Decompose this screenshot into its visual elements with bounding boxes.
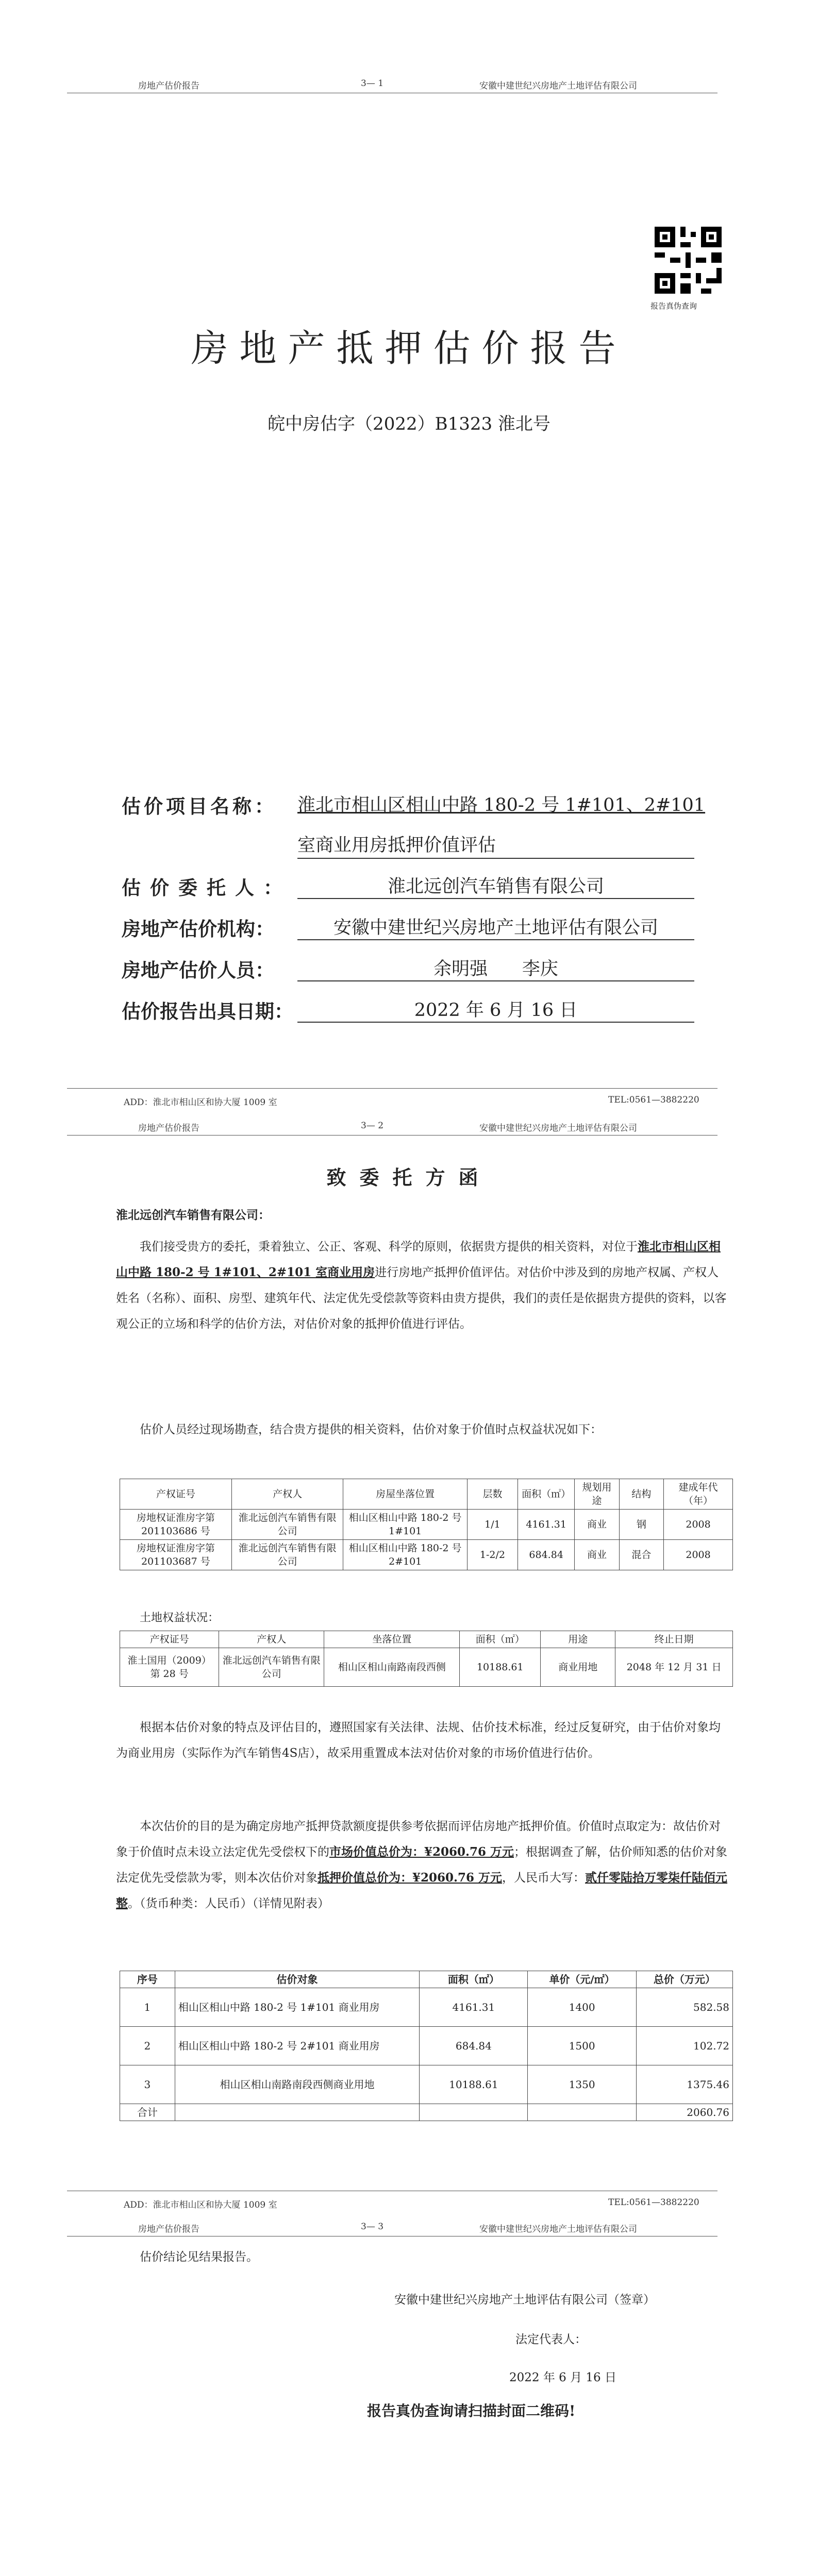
table-header-cell: 终止日期 <box>615 1631 733 1648</box>
table-cell: 3 <box>120 2065 175 2104</box>
table-cell: 2 <box>120 2027 175 2065</box>
qr-code <box>655 227 722 294</box>
table-cell: 相山区相山南路南段西侧商业用地 <box>175 2065 419 2104</box>
table-cell: 相山区相山中路 180-2 号 1#101 <box>343 1510 467 1540</box>
letter-salutation: 淮北远创汽车销售有限公司： <box>116 1208 270 1222</box>
land-table <box>120 1631 733 1687</box>
header-left: 房地产估价报告 <box>138 81 199 91</box>
footer-address: ADD：淮北市相山区和协大厦 1009 室 <box>124 1097 277 1108</box>
table-cell: 1375.46 <box>636 2065 732 2104</box>
table-cell: 1500 <box>528 2027 636 2065</box>
project-name-line2: 室商业用房抵押价值评估 <box>297 831 694 859</box>
land-caption: 土地权益状况： <box>140 1612 220 1624</box>
table-header-cell: 产权证号 <box>120 1631 219 1648</box>
table-cell: 钢 <box>619 1510 663 1540</box>
table-cell: 1-2/2 <box>467 1540 517 1570</box>
table-row <box>120 1510 733 1540</box>
qr-code-icon <box>655 227 722 294</box>
table-row <box>120 1988 733 2027</box>
table-cell: 2060.76 <box>636 2104 732 2121</box>
report-title: 房地产抵押估价报告 <box>191 327 627 370</box>
header-right: 安徽中建世纪兴房地产土地评估有限公司 <box>479 81 637 91</box>
table-row <box>120 1648 733 1687</box>
table-cell: 混合 <box>619 1540 663 1570</box>
table-cell: 相山区相山中路 180-2 号 2#101 商业用房 <box>175 2027 419 2065</box>
table-cell: 1/1 <box>467 1510 517 1540</box>
table-header-row <box>120 1631 733 1648</box>
report-date-value: 2022 年 6 月 16 日 <box>297 996 694 1023</box>
table-total-row <box>120 2104 733 2121</box>
table-header-cell: 用途 <box>541 1631 615 1648</box>
table-cell: 相山区相山南路南段西侧 <box>324 1648 460 1687</box>
agency-value: 安徽中建世纪兴房地产土地评估有限公司 <box>297 913 694 940</box>
table-cell: 2008 <box>664 1540 733 1570</box>
table-cell: 淮北远创汽车销售有限公司 <box>231 1540 343 1570</box>
header-left: 房地产估价报告 <box>138 1123 199 1133</box>
table-cell: 商业 <box>575 1510 619 1540</box>
header-right: 安徽中建世纪兴房地产土地评估有限公司 <box>479 1123 637 1133</box>
qr-caption: 报告真伪查询 <box>650 301 697 311</box>
client-label: 估价委托人： <box>122 876 292 899</box>
header-left: 房地产估价报告 <box>138 2224 199 2234</box>
table-header-cell: 单价（元/㎡） <box>528 1971 636 1988</box>
table-cell: 淮北远创汽车销售有限公司 <box>231 1510 343 1540</box>
legal-representative: 法定代表人： <box>515 2333 587 2346</box>
table-row <box>120 2027 733 2065</box>
table-cell: 10188.61 <box>420 2065 528 2104</box>
table-header-row <box>120 1479 733 1510</box>
table-cell: 684.84 <box>518 1540 575 1570</box>
table-header-row <box>120 1971 733 1988</box>
project-name-line1: 淮北市相山区相山中路 180-2 号 1#101、2#101 <box>297 795 706 816</box>
agency-label: 房地产估价机构： <box>122 918 274 940</box>
table-header-cell: 产权证号 <box>120 1479 232 1510</box>
table-cell: 相山区相山中路 180-2 号 1#101 商业用房 <box>175 1988 419 2027</box>
table-cell <box>528 2104 636 2121</box>
table-header-cell: 产权人 <box>219 1631 324 1648</box>
letter-title: 致委托方函 <box>326 1166 492 1189</box>
table-cell <box>175 2104 419 2121</box>
table-cell: 淮土国用（2009）第 28 号 <box>120 1648 219 1687</box>
header-rule <box>67 1135 717 1136</box>
header-page-number: 3— 2 <box>361 1121 384 1131</box>
table-row <box>120 1540 733 1570</box>
property-table <box>120 1479 733 1570</box>
footer-tel: TEL:0561—3882220 <box>608 1095 699 1105</box>
letter-paragraph-3: 根据本估价对象的特点及评估目的，遵照国家有关法律、法规、估价技术标准，经过反复研究，由于估价对象均为商业用房（实际作为汽车销售4S店），故采用重置成本法对估价对象的市场价值进行估价。 <box>116 1721 721 1760</box>
table-header-cell: 总价（万元） <box>636 1971 732 1988</box>
table-cell: 582.58 <box>636 1988 732 2027</box>
footer-tel: TEL:0561—3882220 <box>608 2197 699 2208</box>
table-header-cell: 规划用途 <box>575 1479 619 1510</box>
table-row <box>120 2065 733 2104</box>
table-cell: 10188.61 <box>460 1648 541 1687</box>
table-header-cell: 估价对象 <box>175 1971 419 1988</box>
report-date-label: 估价报告出具日期： <box>122 1000 293 1023</box>
table-header-cell: 面积（㎡） <box>420 1971 528 1988</box>
table-header-cell: 坐落位置 <box>324 1631 460 1648</box>
table-header-cell: 面积（㎡） <box>460 1631 541 1648</box>
header-page-number: 3— 1 <box>361 78 384 89</box>
header-page-number: 3— 3 <box>361 2222 384 2232</box>
table-cell: 合计 <box>120 2104 175 2121</box>
signature-date: 2022 年 6 月 16 日 <box>509 2371 616 2384</box>
letter-paragraph-1: 我们接受贵方的委托，秉着独立、公正、客观、科学的原则，依据贵方提供的相关资料，对位于淮北市相山区相山中路 180-2 号 1#101、2#101 室商业用房进行房地产抵押价值评估。对估价中涉及到的房地产权属、产权人姓名（名称）、面积、房型、建筑年代、法定优先受偿款等资料由贵方提供，我们的责任是依据贵方提供的资料，以客观公正的立场和科学的估价方法，对估价对象的抵押价值进行评估。 <box>116 1240 727 1331</box>
table-header-cell: 序号 <box>120 1971 175 1988</box>
project-name-label: 估价项目名称： <box>122 795 277 818</box>
report-number: 皖中房估字（2022）B1323 淮北号 <box>268 414 550 434</box>
appraisers-value: 余明强 李庆 <box>297 955 694 981</box>
footer-address: ADD：淮北市相山区和协大厦 1009 室 <box>124 2200 277 2210</box>
table-cell: 房地权证淮房字第 201103686 号 <box>120 1510 232 1540</box>
letter-paragraph-2: 估价人员经过现场勘查，结合贵方提供的相关资料，估价对象于价值时点权益状况如下： <box>140 1423 602 1436</box>
table-cell: 102.72 <box>636 2027 732 2065</box>
table-cell: 684.84 <box>420 2027 528 2065</box>
table-cell: 1 <box>120 1988 175 2027</box>
table-header-cell: 房屋坐落位置 <box>343 1479 467 1510</box>
table-cell: 商业用地 <box>541 1648 615 1687</box>
table-header-cell: 建成年代（年） <box>664 1479 733 1510</box>
client-value: 淮北远创汽车销售有限公司 <box>297 872 694 899</box>
table-cell: 2048 年 12 月 31 日 <box>615 1648 733 1687</box>
table-cell: 商业 <box>575 1540 619 1570</box>
header-right: 安徽中建世纪兴房地产土地评估有限公司 <box>479 2224 637 2234</box>
table-header-cell: 面积（㎡） <box>518 1479 575 1510</box>
conclusion-note: 估价结论见结果报告。 <box>140 2250 258 2264</box>
table-header-cell: 结构 <box>619 1479 663 1510</box>
table-cell: 房地权证淮房字第 201103687 号 <box>120 1540 232 1570</box>
verification-note: 报告真伪查询请扫描封面二维码! <box>367 2402 576 2419</box>
footer-rule <box>67 1088 717 1089</box>
table-cell: 1400 <box>528 1988 636 2027</box>
table-header-cell: 产权人 <box>231 1479 343 1510</box>
table-cell <box>420 2104 528 2121</box>
appraisers-label: 房地产估价人员： <box>122 959 274 981</box>
company-signature: 安徽中建世纪兴房地产土地评估有限公司（签章） <box>394 2293 655 2307</box>
letter-paragraph-4: 本次估价的目的是为确定房地产抵押贷款额度提供参考依据而评估房地产抵押价值。价值时点取定为：故估价对象于价值时点未设立法定优先受偿权下的市场价值总价为：¥2060.76 万元；根据调查了解，估价师知悉的估价对象法定优先受偿款为零，则本次估价对象抵押价值总价为：¥2060.76 万元，人民币大写：贰仟零陆拾万零柒仟陆佰元整。（货币种类：人民币）（详情见附表） <box>116 1820 728 1910</box>
valuation-table <box>120 1971 733 2121</box>
table-header-cell: 层数 <box>467 1479 517 1510</box>
table-cell: 4161.31 <box>420 1988 528 2027</box>
table-cell: 淮北远创汽车销售有限公司 <box>219 1648 324 1687</box>
table-cell: 相山区相山中路 180-2 号 2#101 <box>343 1540 467 1570</box>
table-cell: 2008 <box>664 1510 733 1540</box>
table-cell: 4161.31 <box>518 1510 575 1540</box>
table-cell: 1350 <box>528 2065 636 2104</box>
